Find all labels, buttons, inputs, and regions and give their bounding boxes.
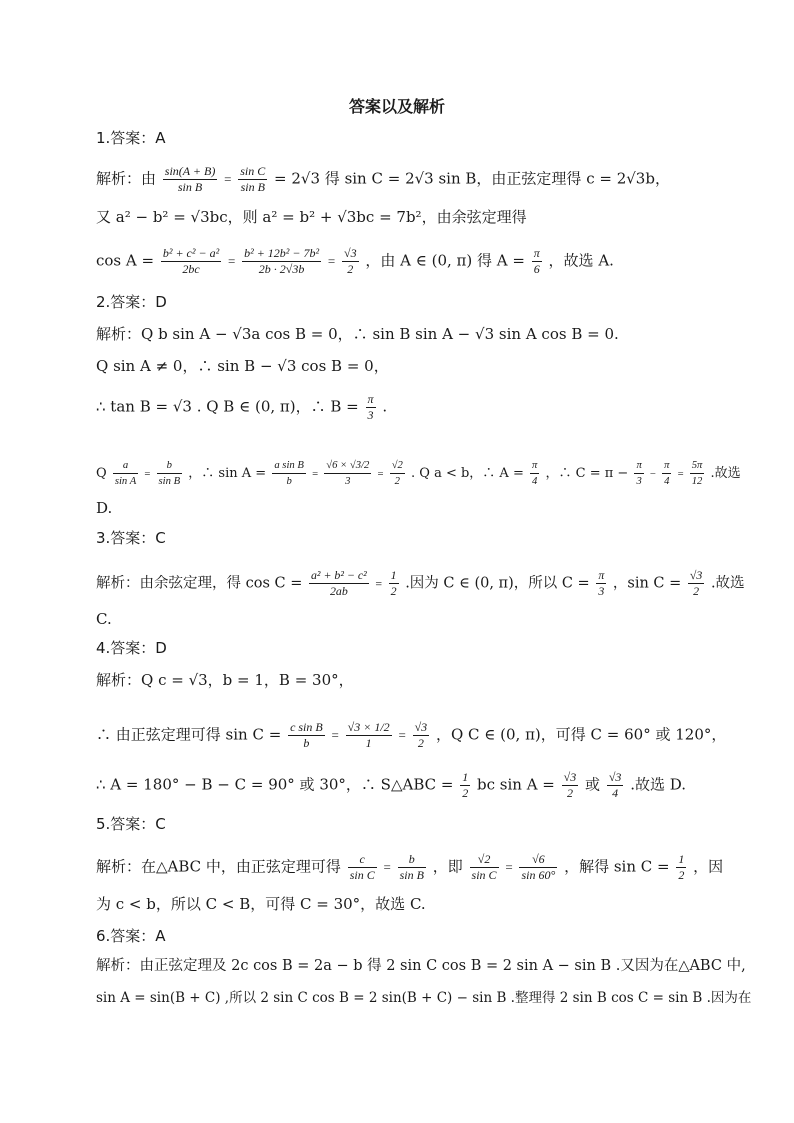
q2-fraction-10 [690, 458, 705, 489]
q2-eq-4: = [677, 469, 684, 480]
q2-l4-text-d: ，∴ C = π − [545, 466, 629, 481]
q4-answer: 4.答案：D [96, 639, 167, 657]
q3-l1-text-b: .因为 C ∈ (0, π)，所以 C = [405, 575, 590, 592]
q2-f9-denominator: 4 [664, 476, 670, 487]
q4-explanation-line-3 [96, 770, 686, 801]
q3-f2-numerator: 1 [390, 568, 397, 582]
q2-f6-denominator: 2 [394, 476, 400, 487]
q2-l4-text-e: .故选 [710, 466, 741, 481]
q4-f4-denominator: 2 [462, 786, 469, 800]
q3-fraction-4 [688, 568, 704, 599]
q4-f2-denominator: 1 [365, 736, 372, 750]
q2-l4-text-a: Q [96, 466, 107, 481]
q5-explanation-line-1 [96, 852, 723, 883]
q5-f5-numerator: 1 [678, 852, 685, 866]
q3-l1-text-d: .故选 [710, 575, 745, 592]
q1-l3-text-b: ，由 A ∈ (0, π) 得 A = [365, 251, 525, 270]
q1-fraction-2 [238, 164, 267, 195]
q5-l1-text-a: 解析：在△ABC 中，由正弦定理可得 [96, 857, 341, 876]
q3-l1-text-a: 解析：由余弦定理，得 cos C = [96, 575, 303, 592]
q1-f5-denominator: 2 [347, 262, 354, 276]
q4-l3-text-b: bc sin A = [477, 775, 555, 794]
q5-eq-2: = [505, 859, 513, 875]
q5-f3-numerator: √2 [470, 852, 499, 868]
q4-fraction-6 [607, 770, 624, 801]
q2-f7-numerator: π [530, 458, 539, 474]
q4-l3-text-c: 或 [585, 775, 601, 794]
q5-fraction-1 [348, 852, 377, 883]
page-title: 答案以及解析 [348, 97, 445, 116]
q3-explanation-line-1 [96, 568, 745, 599]
q5-l1-text-b: ，即 [432, 857, 463, 876]
q3-f1-denominator: 2ab [329, 584, 348, 598]
q2-f5-denominator: 3 [345, 476, 351, 487]
q5-fraction-2 [398, 852, 426, 883]
q2-fraction-6 [390, 458, 405, 489]
q2-minus: − [649, 469, 656, 480]
q4-fraction-3 [413, 720, 430, 751]
q5-f3-denominator: sin C [471, 868, 497, 882]
q2-fraction-5 [324, 458, 371, 489]
q1-explanation-line-1 [96, 164, 670, 195]
q4-f6-denominator: 4 [612, 786, 619, 800]
q5-fraction-3 [470, 852, 499, 883]
q3-f4-numerator: √3 [689, 568, 703, 582]
q2-explanation-line-4 [96, 458, 741, 489]
q2-explanation-line-2: Q sin A ≠ 0，∴ sin B − √3 cos B = 0， [96, 357, 389, 375]
q2-l3-text-b: . [382, 397, 388, 416]
q4-l2-text-a: ∴ 由正弦定理可得 sin C = [96, 725, 282, 744]
q2-fraction-2 [113, 458, 138, 489]
q5-f1-denominator: sin C [349, 868, 375, 882]
q5-l1-text-d: ，因 [693, 857, 724, 876]
q3-explanation-line-2: C. [96, 610, 112, 628]
q2-f4-denominator: b [286, 476, 292, 487]
q5-f4-numerator: √6 [519, 852, 557, 868]
q4-l2-text-b: ，Q C ∈ (0, π)，可得 C = 60° 或 120°， [435, 725, 727, 744]
q2-explanation-line-3 [96, 392, 387, 423]
q1-fraction-6 [532, 246, 542, 277]
q2-fraction-9 [662, 458, 671, 489]
q1-fraction-5 [342, 246, 359, 277]
q2-l4-text-c: . Q a < b，∴ A = [411, 466, 524, 481]
q5-fraction-4 [519, 852, 557, 883]
q6-explanation-line-2: sin A = sin(B + C) ,所以 2 sin C cos B = 2 sin(B + C) − sin B .整理得 2 sin B cos C = sin B .因为在 [96, 990, 752, 1006]
q3-f4-denominator: 2 [693, 584, 700, 598]
q3-fraction-1 [309, 568, 369, 599]
q2-f9-numerator: π [662, 458, 671, 474]
q1-l3-text-a: cos A = [96, 251, 155, 270]
q4-fraction-2 [346, 720, 392, 751]
q1-f6-numerator: π [533, 246, 540, 260]
q1-fraction-4 [242, 246, 321, 277]
q2-fraction-4 [272, 458, 306, 489]
q4-f3-numerator: √3 [414, 720, 428, 734]
q1-f2-numerator: sin C [240, 164, 266, 178]
q1-l1-text-b: = 2√3 得 sin C = 2√3 sin B，由正弦定理得 c = 2√3b， [274, 169, 670, 188]
q5-f4-denominator: sin 60° [521, 868, 556, 882]
q3-answer: 3.答案：C [96, 529, 166, 547]
q1-explanation-line-2: 又 a² − b² = √3bc，则 a² = b² + √3bc = 7b²，由余弦定理得 [96, 208, 527, 226]
q2-eq-2: = [312, 469, 319, 480]
q6-explanation-line-1: 解析：由正弦定理及 2c cos B = 2a − b 得 2 sin C cos B = 2 sin A − sin B .又因为在△ABC 中, [96, 958, 746, 974]
q2-fraction-1 [366, 392, 376, 423]
q3-f3-denominator: 3 [598, 584, 605, 598]
q5-f5-denominator: 2 [678, 868, 685, 882]
q2-l4-text-b: ，∴ sin A = [188, 466, 267, 481]
q2-fraction-7 [530, 458, 539, 489]
q4-f6-numerator: √3 [608, 770, 622, 784]
q1-f3-denominator: 2bc [182, 262, 200, 276]
q4-eq-2: = [398, 727, 406, 743]
q1-answer: 1.答案：A [96, 129, 166, 147]
q3-f2-denominator: 2 [390, 584, 397, 598]
q1-f2-denominator: sin B [240, 180, 265, 194]
q4-f5-denominator: 2 [566, 786, 573, 800]
q2-f3-numerator: b [157, 458, 183, 474]
q5-answer: 5.答案：C [96, 815, 166, 833]
q1-f4-numerator: b² + 12b² − 7b² [244, 246, 320, 260]
q5-f1-numerator: c [348, 852, 377, 868]
q3-fraction-3 [596, 568, 606, 599]
q5-fraction-5 [676, 852, 686, 883]
q5-eq-1: = [383, 859, 391, 875]
q2-f2-denominator: sin A [114, 476, 137, 487]
q2-f4-numerator: a sin B [272, 458, 306, 474]
q2-answer: 2.答案：D [96, 293, 167, 311]
q2-f10-denominator: 12 [691, 476, 703, 487]
q2-f2-numerator: a [113, 458, 138, 474]
q4-l3-text-d: .故选 D. [630, 775, 686, 794]
q2-eq-1: = [144, 469, 151, 480]
q1-f3-numerator: b² + c² − a² [162, 246, 220, 260]
q1-explanation-line-3 [96, 246, 614, 277]
q2-fraction-3 [157, 458, 183, 489]
q3-l1-text-c: ，sin C = [612, 575, 682, 592]
q4-explanation-line-1: 解析：Q c = √3，b = 1，B = 30°， [96, 671, 354, 689]
q4-f5-numerator: √3 [563, 770, 577, 784]
q4-f4-numerator: 1 [462, 770, 469, 784]
q2-f6-numerator: √2 [390, 458, 405, 474]
q6-answer: 6.答案：A [96, 927, 166, 945]
q4-fraction-5 [562, 770, 579, 801]
q2-explanation-line-5: D. [96, 499, 113, 517]
q2-f10-numerator: 5π [690, 458, 705, 474]
q2-f8-numerator: π [634, 458, 643, 474]
q2-explanation-line-1: 解析：Q b sin A − √3a cos B = 0，∴ sin B sin A − √3 sin A cos B = 0. [96, 325, 619, 343]
q1-f6-denominator: 6 [533, 262, 540, 276]
q2-fraction-8 [634, 458, 643, 489]
q3-fraction-2 [389, 568, 399, 599]
q1-f4-denominator: 2b · 2√3b [258, 262, 305, 276]
q1-l1-text-a: 解析：由 [96, 169, 157, 188]
q4-f3-denominator: 2 [417, 736, 424, 750]
q1-eq-2: = [227, 253, 236, 269]
q2-f7-denominator: 4 [532, 476, 538, 487]
q4-f1-numerator: c sin B [290, 720, 323, 734]
q1-f1-numerator: sin(A + B) [164, 164, 216, 178]
q5-f2-denominator: sin B [399, 868, 424, 882]
q2-l3-text-a: ∴ tan B = √3 . Q B ∈ (0, π)，∴ B = [96, 397, 359, 416]
q4-fraction-4 [460, 770, 470, 801]
q4-eq-1: = [331, 727, 339, 743]
q2-eq-3: = [377, 469, 384, 480]
q2-f3-denominator: sin B [158, 476, 181, 487]
q5-l1-text-c: ，解得 sin C = [564, 857, 670, 876]
q4-f1-denominator: b [303, 736, 310, 750]
q4-explanation-line-2 [96, 720, 726, 751]
q1-fraction-3 [161, 246, 221, 277]
q4-l3-text-a: ∴ A = 180° − B − C = 90° 或 30°，∴ S△ABC = [96, 775, 454, 794]
q5-f2-numerator: b [398, 852, 426, 868]
q4-f2-numerator: √3 × 1/2 [347, 720, 390, 734]
q1-f1-denominator: sin B [177, 180, 203, 194]
q2-f5-numerator: √6 × √3/2 [324, 458, 371, 474]
q1-fraction-1 [163, 164, 218, 195]
q1-eq: = [224, 171, 232, 187]
q3-eq: = [375, 576, 383, 591]
q5-explanation-line-2: 为 c < b，所以 C < B，可得 C = 30°，故选 C. [96, 895, 426, 913]
q3-f3-numerator: π [598, 568, 605, 582]
q2-f1-numerator: π [367, 392, 374, 406]
q2-f8-denominator: 3 [636, 476, 642, 487]
q1-f5-numerator: √3 [344, 246, 357, 260]
q3-f1-numerator: a² + b² − c² [310, 568, 367, 582]
q2-f1-denominator: 3 [367, 408, 374, 422]
q1-eq-3: = [327, 253, 336, 269]
q4-fraction-1 [288, 720, 325, 751]
q1-l3-text-c: ，故选 A. [548, 251, 614, 270]
